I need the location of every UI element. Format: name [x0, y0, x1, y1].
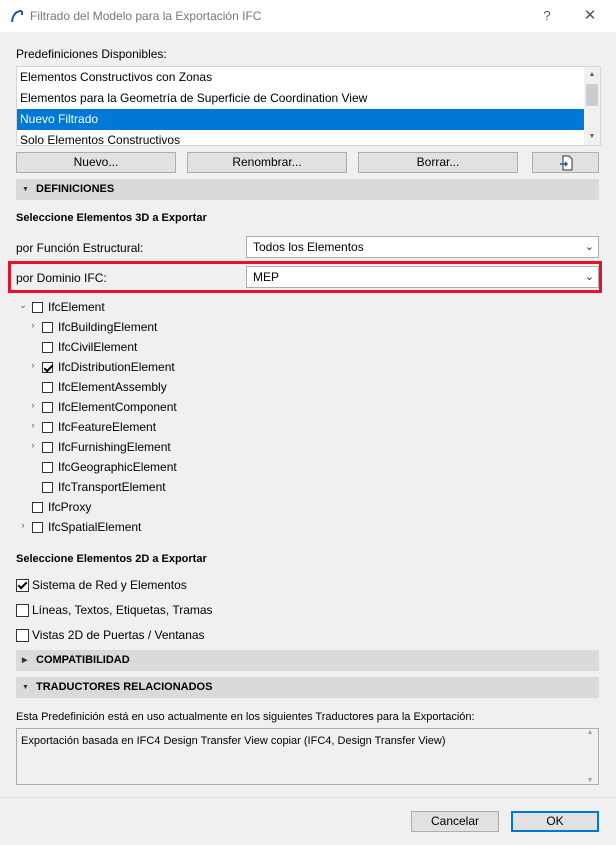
compat-section-header[interactable]	[16, 650, 599, 671]
option-2d-checkbox[interactable]	[16, 629, 29, 642]
option-2d-checkbox[interactable]	[16, 579, 29, 592]
tree-checkbox[interactable]	[42, 442, 53, 453]
expand-arrow-icon[interactable]: ›	[31, 440, 35, 450]
import-button[interactable]	[532, 152, 599, 173]
collapse-arrow-icon[interactable]: ⌄	[19, 300, 27, 310]
tree-label: IfcElementAssembly	[58, 380, 167, 394]
translators-content: Exportación basada en IFC4 Design Transfer View copiar (IFC4, Design Transfer View)	[21, 735, 446, 747]
domain-value: MEP	[253, 270, 280, 284]
title-bar	[0, 0, 616, 32]
chevron-down-icon: ⌄	[584, 241, 594, 253]
new-button[interactable]: Nuevo...	[16, 152, 176, 173]
textarea-scrollbar[interactable]	[582, 729, 598, 784]
select-3d-label: Seleccione Elementos 3D a Exportar	[16, 212, 207, 224]
presets-label: Predefiniciones Disponibles:	[16, 47, 167, 61]
import-icon	[558, 155, 574, 171]
preset-item[interactable]: Elementos Constructivos con Zonas	[20, 70, 213, 84]
option-2d-label: Sistema de Red y Elementos	[32, 578, 187, 592]
expand-arrow-icon[interactable]: ›	[21, 520, 25, 530]
tree-checkbox[interactable]	[42, 422, 53, 433]
option-2d-label: Líneas, Textos, Etiquetas, Tramas	[32, 603, 213, 617]
highlight-box	[8, 261, 602, 293]
tree-checkbox[interactable]	[32, 502, 43, 513]
delete-button[interactable]: Borrar...	[358, 152, 518, 173]
preset-item[interactable]: Solo Elementos Constructivos	[20, 133, 181, 146]
tree-label: IfcFeatureElement	[58, 420, 157, 434]
preset-item[interactable]: Elementos para la Geometría de Superficie de Coordination View	[20, 91, 368, 105]
rename-button[interactable]: Renombrar...	[187, 152, 347, 173]
scroll-up-icon[interactable]: ▲	[588, 71, 596, 78]
archicad-icon	[10, 9, 24, 23]
select-2d-label: Seleccione Elementos 2D a Exportar	[16, 553, 207, 565]
tree-label: IfcCivilElement	[58, 340, 138, 354]
tree-label: IfcBuildingElement	[58, 320, 158, 334]
tree-label: IfcElementComponent	[58, 400, 177, 414]
expand-arrow-icon[interactable]: ›	[31, 400, 35, 410]
preset-item-selected[interactable]: Nuevo Filtrado	[17, 109, 584, 130]
tree-checkbox[interactable]	[42, 322, 53, 333]
ok-button[interactable]: OK	[511, 811, 599, 832]
structural-label: por Función Estructural:	[16, 241, 144, 255]
cancel-button[interactable]: Cancelar	[411, 811, 499, 832]
tree-label: IfcFurnishingElement	[58, 440, 171, 454]
tree-checkbox[interactable]	[42, 462, 53, 473]
structural-select[interactable]	[246, 236, 599, 258]
domain-label: por Dominio IFC:	[16, 271, 107, 285]
tree-label: IfcTransportElement	[58, 480, 166, 494]
expand-down-icon: ▼	[22, 186, 29, 193]
translators-textarea[interactable]	[16, 728, 599, 785]
definitions-section-header[interactable]	[16, 179, 599, 200]
chevron-down-icon: ⌄	[584, 271, 594, 283]
tree-label: IfcSpatialElement	[48, 520, 142, 534]
window-title: Filtrado del Modelo para la Exportación IFC	[30, 9, 262, 23]
structural-value: Todos los Elementos	[253, 240, 364, 254]
option-2d-label: Vistas 2D de Puertas / Ventanas	[32, 628, 205, 642]
tree-checkbox[interactable]	[42, 362, 53, 373]
tree-label: IfcGeographicElement	[58, 460, 177, 474]
scroll-thumb[interactable]	[586, 84, 598, 106]
tree-checkbox[interactable]	[32, 302, 43, 313]
expand-arrow-icon[interactable]: ›	[31, 420, 35, 430]
presets-scrollbar[interactable]	[584, 67, 600, 145]
expand-down-icon: ▼	[22, 684, 29, 691]
tree-label: IfcElement	[48, 300, 105, 314]
scroll-up-icon[interactable]: ▲	[586, 729, 594, 736]
tree-checkbox[interactable]	[42, 382, 53, 393]
translators-section-header[interactable]	[16, 677, 599, 698]
footer-separator	[0, 797, 616, 798]
scroll-down-icon[interactable]: ▼	[586, 777, 594, 784]
expand-right-icon: ▶	[22, 657, 28, 664]
tree-checkbox[interactable]	[42, 342, 53, 353]
compat-header-label: COMPATIBILIDAD	[36, 654, 130, 666]
translators-info: Esta Predefinición está en uso actualmente en los siguientes Traductores para la Exportación:	[16, 711, 475, 723]
scroll-down-icon[interactable]: ▼	[588, 133, 596, 140]
definitions-header-label: DEFINICIONES	[36, 183, 115, 195]
translators-header-label: TRADUCTORES RELACIONADOS	[36, 681, 213, 693]
tree-checkbox[interactable]	[42, 402, 53, 413]
tree-checkbox[interactable]	[42, 482, 53, 493]
close-button[interactable]: ✕	[583, 7, 597, 24]
help-button[interactable]: ?	[543, 8, 551, 23]
option-2d-checkbox[interactable]	[16, 604, 29, 617]
expand-arrow-icon[interactable]: ›	[31, 320, 35, 330]
tree-label: IfcProxy	[48, 500, 92, 514]
expand-arrow-icon[interactable]: ›	[31, 360, 35, 370]
tree-label: IfcDistributionElement	[58, 360, 175, 374]
presets-list[interactable]	[16, 66, 601, 146]
tree-checkbox[interactable]	[32, 522, 43, 533]
